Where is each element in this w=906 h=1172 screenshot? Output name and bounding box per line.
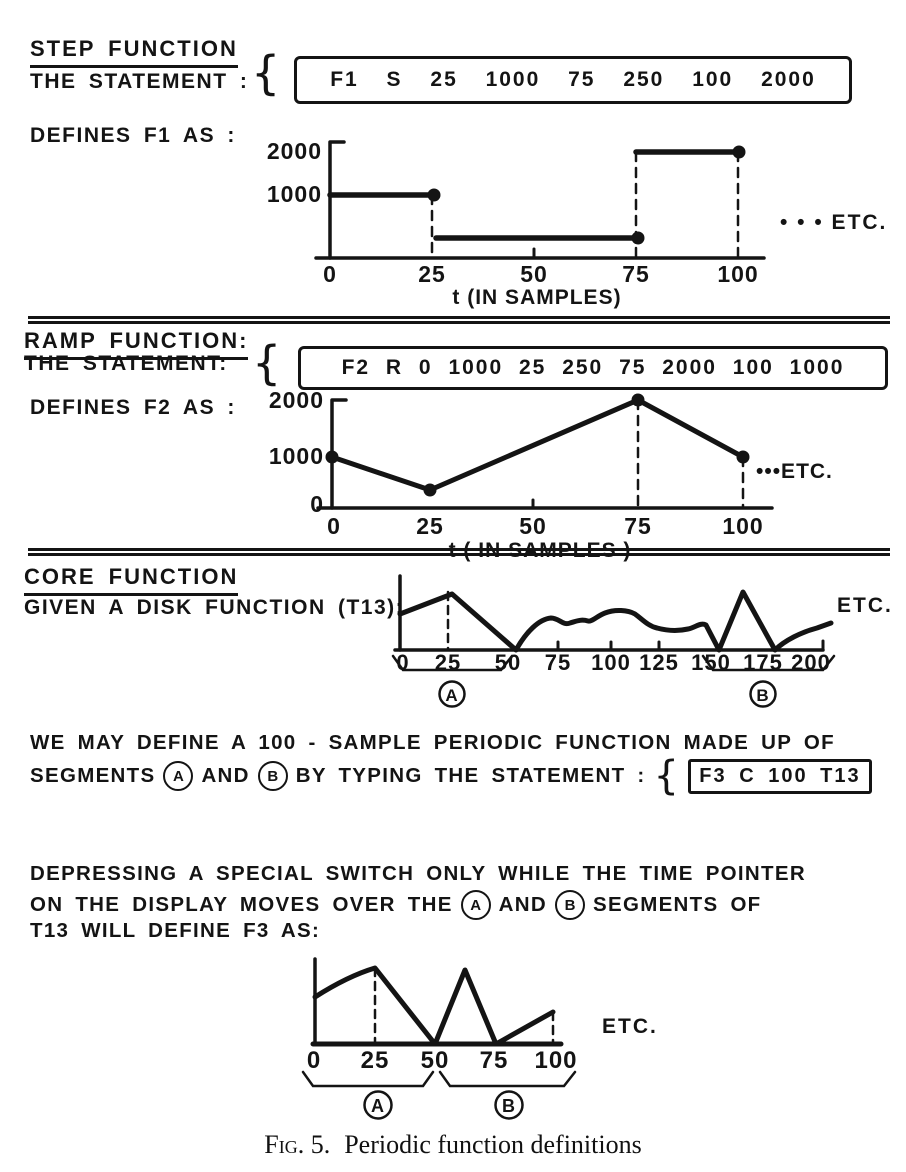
y-tick-label: 1000 xyxy=(268,443,324,469)
step-plot-labels xyxy=(267,138,888,309)
segment-b-badge: B xyxy=(555,890,585,920)
x-tick-label: 200 xyxy=(791,650,831,675)
paragraph-text: AND xyxy=(498,893,547,916)
step-section-title: STEP FUNCTION xyxy=(30,36,238,68)
y-tick-label: 1000 xyxy=(266,181,322,207)
step-defines-label: DEFINES F1 AS : xyxy=(30,124,236,147)
step-plot-axes xyxy=(316,142,764,258)
etc-label: ETC. xyxy=(602,1015,658,1038)
x-tick-label: 25 xyxy=(360,1047,390,1074)
ramp-statement-brace: { xyxy=(252,336,282,390)
paragraph-text: SEGMENTS xyxy=(30,764,156,787)
core-given-label: GIVEN A DISK FUNCTION (T13): xyxy=(24,596,405,619)
x-tick-label: 100 xyxy=(534,1047,578,1074)
x-tick-label: 75 xyxy=(544,650,572,675)
ramp-statement-label: THE STATEMENT: xyxy=(24,352,228,375)
segment-b-badge: B xyxy=(258,761,288,791)
x-tick-label: 25 xyxy=(418,261,446,287)
x-tick-label: 125 xyxy=(639,650,679,675)
y-tick-label: 0 xyxy=(310,491,324,517)
step-curve xyxy=(330,152,740,238)
x-tick-label: 175 xyxy=(743,650,783,675)
point-25-1000 xyxy=(428,189,441,202)
point-100-2000 xyxy=(733,146,746,159)
x-tick-label: 75 xyxy=(622,261,650,287)
etc-label: • • • ETC. xyxy=(780,211,888,234)
segment-a-badge: A xyxy=(163,761,193,791)
f3-statement-brace: { xyxy=(653,753,681,799)
step-statement-box xyxy=(294,56,852,104)
ramp-function-plot xyxy=(240,388,906,564)
x-tick-label: 150 xyxy=(691,650,731,675)
ramp-plot-axes xyxy=(318,400,772,508)
step-function-plot xyxy=(240,126,906,312)
f3-plot-axes xyxy=(303,959,578,1119)
f3-curve xyxy=(315,968,553,1044)
segment-a-brace xyxy=(303,1072,433,1086)
y-tick-label: 2000 xyxy=(266,138,322,164)
x-tick-label: 50 xyxy=(520,261,548,287)
point-75-250 xyxy=(632,232,645,245)
f3-statement-box: F3 C 100 T13 xyxy=(688,759,871,794)
f3-plot-labels xyxy=(307,1015,658,1116)
paragraph-1-line-1: WE MAY DEFINE A 100 - SAMPLE PERIODIC FUNCTION MADE UP OF xyxy=(30,731,835,754)
core-section-title: CORE FUNCTION xyxy=(24,564,238,596)
disk-function-curve xyxy=(400,592,831,650)
paragraph-2-line-3: T13 WILL DEFINE F3 AS: xyxy=(30,919,321,942)
paragraph-text: ON THE DISPLAY MOVES OVER THE xyxy=(30,893,453,916)
paragraph-2-line-2 xyxy=(30,890,762,920)
x-axis-title: t (IN SAMPLES) xyxy=(452,286,622,309)
point-25-250 xyxy=(424,484,437,497)
f3-function-plot xyxy=(280,953,700,1125)
segment-b-brace xyxy=(440,1072,575,1086)
ramp-curve xyxy=(332,400,743,490)
x-axis-title: t ( IN SAMPLES ) xyxy=(448,539,632,562)
step-statement-brace: { xyxy=(251,46,281,100)
figure-number: Fig. 5. xyxy=(264,1130,331,1159)
segment-a-label: A xyxy=(445,686,459,705)
x-tick-label: 25 xyxy=(416,513,444,539)
x-tick-label: 75 xyxy=(624,513,652,539)
figure-caption xyxy=(0,1130,906,1160)
point-0-1000 xyxy=(326,451,339,464)
ramp-section-title: RAMP FUNCTION: xyxy=(24,328,248,360)
section-divider xyxy=(28,316,890,324)
y-axis xyxy=(330,142,344,258)
segment-b-label: B xyxy=(756,686,770,705)
x-tick-label: 75 xyxy=(479,1047,509,1074)
ramp-statement-box xyxy=(298,346,888,390)
x-tick-label: 25 xyxy=(434,650,462,675)
core-function-plot xyxy=(385,568,906,720)
paragraph-1-line-2 xyxy=(30,753,872,799)
paragraph-text: AND xyxy=(201,764,250,787)
ramp-plot-labels xyxy=(269,387,833,562)
ramp-defines-label: DEFINES F2 AS : xyxy=(30,396,236,419)
etc-label: ETC. xyxy=(837,594,893,617)
x-tick-label: 50 xyxy=(519,513,547,539)
point-100-1000 xyxy=(737,451,750,464)
x-tick-label: 0 xyxy=(306,1047,322,1074)
paragraph-2-line-1: DEPRESSING A SPECIAL SWITCH ONLY WHILE THE TIME POINTER xyxy=(30,862,806,885)
point-75-2000 xyxy=(632,394,645,407)
segment-a-badge: A xyxy=(461,890,491,920)
segment-a-label: A xyxy=(371,1096,385,1116)
step-statement-text: F1 S 25 1000 75 250 100 2000 xyxy=(330,68,816,91)
etc-label: •••ETC. xyxy=(756,460,833,483)
y-tick-label: 2000 xyxy=(268,387,324,413)
x-tick-label: 0 xyxy=(396,650,410,675)
section-divider xyxy=(28,548,890,556)
step-statement-label: THE STATEMENT : xyxy=(30,70,249,93)
ramp-statement-text: F2 R 0 1000 25 250 75 2000 100 1000 xyxy=(341,356,845,379)
x-tick-label: 0 xyxy=(323,261,337,287)
paragraph-text: SEGMENTS OF xyxy=(593,893,762,916)
x-tick-label: 100 xyxy=(591,650,631,675)
paragraph-text: BY TYPING THE STATEMENT : xyxy=(295,764,646,787)
figure-caption-text: Periodic function definitions xyxy=(344,1130,642,1159)
segment-b-label: B xyxy=(502,1096,516,1116)
dashed-guides xyxy=(432,152,738,258)
x-tick-label: 100 xyxy=(722,513,764,539)
x-tick-label: 50 xyxy=(420,1047,450,1074)
x-tick-label: 0 xyxy=(327,513,341,539)
dashed-guides xyxy=(638,400,743,508)
step-plot-points xyxy=(428,146,746,245)
x-tick-label: 100 xyxy=(717,261,759,287)
x-tick-label: 50 xyxy=(494,650,522,675)
dashed-guides xyxy=(375,968,553,1044)
